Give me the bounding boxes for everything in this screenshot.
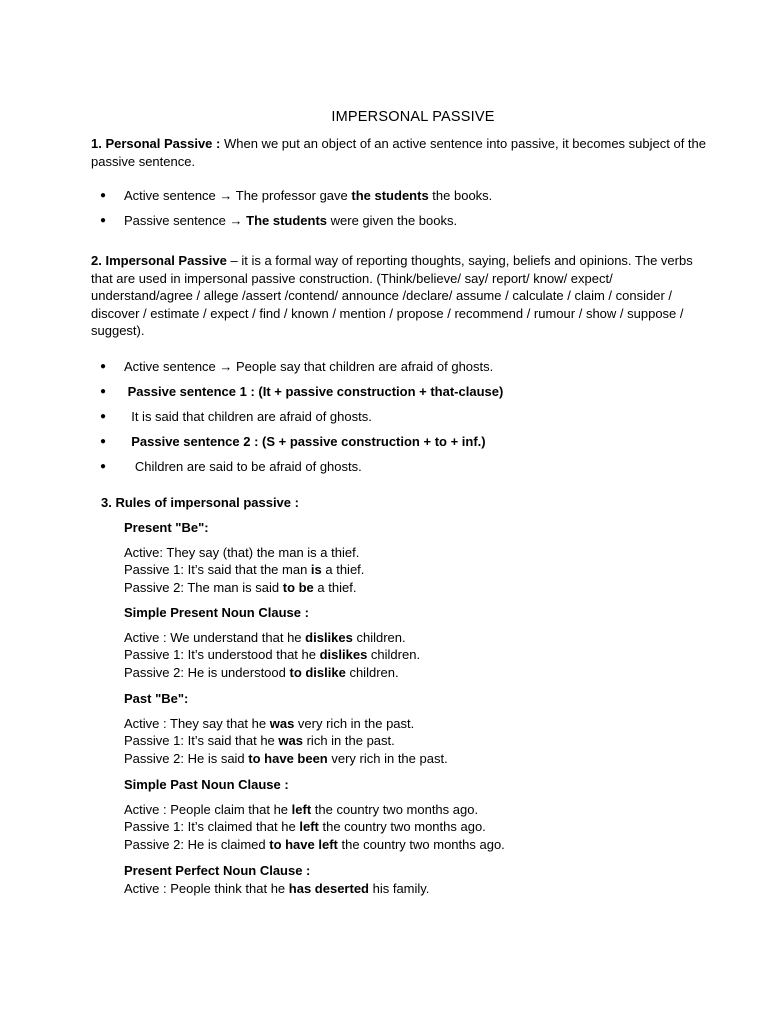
section-2-bullet-3 (100, 408, 720, 426)
bullet-dot-icon: ● (100, 386, 107, 397)
rule-past-be (124, 690, 644, 767)
bullet-text-plain: Passive sentence → (124, 213, 247, 228)
bullet-text-plain: Active sentence → The professor gave (124, 188, 352, 203)
line-bold: left (291, 801, 312, 817)
line-bold: left (299, 819, 319, 834)
rule-line (124, 646, 644, 664)
bullet-dot-icon: ● (100, 190, 107, 201)
section-2-bullet-2 (100, 383, 720, 401)
section-1-bullet-1 (100, 187, 720, 205)
bullet-text-bold: the students (351, 188, 429, 203)
line-plain: a thief. (321, 562, 365, 577)
line-plain: a thief. (313, 579, 357, 595)
line-bold: to have left (269, 836, 338, 852)
line-plain: Passive 1: It’s claimed that he (124, 819, 300, 834)
line-plain: the country two months ago. (318, 819, 486, 834)
line-bold: dislikes (305, 629, 353, 645)
section-1-label: 1. Personal Passive : (91, 136, 221, 151)
document-title: IMPERSONAL PASSIVE (331, 109, 495, 125)
section-3-heading-text: 3. Rules of impersonal passive : (101, 495, 299, 510)
bullet-dot-icon: ● (100, 411, 107, 422)
bullet-text-plain: the books. (428, 188, 493, 203)
line-plain: his family. (368, 880, 430, 896)
bullet-text-plain: Active sentence → People say that children are afraid of ghosts. (124, 359, 494, 374)
rule-line (124, 836, 644, 854)
line-plain: very rich in the past. (294, 715, 415, 731)
rule-line (124, 750, 644, 768)
rule-line (124, 880, 644, 898)
section-2-bullet-5 (100, 458, 720, 476)
line-plain: Passive 2: The man is said (124, 579, 283, 595)
rule-line (124, 715, 644, 733)
bullet-dot-icon: ● (100, 361, 107, 372)
line-bold: to be (282, 579, 314, 595)
line-plain: Passive 1: It’s said that the man (124, 562, 311, 577)
line-bold: dislikes (319, 647, 368, 662)
rule-heading: Simple Present Noun Clause : (124, 605, 309, 620)
rule-line (124, 544, 644, 562)
line-plain: Passive 1: It’s said that he (124, 733, 279, 748)
section-2-bullet-1 (100, 358, 720, 376)
bullet-text-bold: Passive sentence 2 : (S + passive construction + to + inf.) (124, 434, 486, 449)
line-bold: was (269, 715, 295, 731)
line-bold: to have been (248, 750, 328, 766)
bullet-dot-icon: ● (100, 436, 107, 447)
section-1-text: When we put an object of an active sentence into passive, it becomes subject of the passive sentence. (91, 136, 706, 169)
rule-line (124, 732, 644, 750)
line-plain: very rich in the past. (327, 750, 448, 766)
rule-heading: Present Perfect Noun Clause : (124, 863, 311, 878)
line-bold: to dislike (289, 664, 346, 680)
section-2-bullet-4 (100, 433, 720, 451)
line-plain: Active : People claim that he (124, 801, 292, 817)
rule-heading: Present "Be": (124, 520, 209, 535)
bullet-text-plain: Children are said to be afraid of ghosts. (124, 459, 362, 474)
line-bold: was (278, 733, 303, 748)
line-plain: Active : They say that he (124, 715, 270, 731)
line-plain: Passive 2: He is said (124, 750, 249, 766)
line-plain: the country two months ago. (337, 836, 505, 852)
line-plain: rich in the past. (302, 733, 395, 748)
section-2-paragraph (91, 252, 717, 340)
line-plain: children. (367, 647, 421, 662)
line-plain: Passive 2: He is understood (124, 664, 290, 680)
section-2-label: 2. Impersonal Passive (91, 253, 227, 268)
section-1-paragraph (91, 135, 717, 170)
bullet-text-plain: It is said that children are afraid of ghosts. (124, 409, 372, 424)
rule-line (124, 664, 644, 682)
bullet-text-bold: The students (246, 213, 328, 228)
rule-simple-past-noun-clause (124, 776, 644, 853)
section-2-text: – it is a formal way of reporting thoughts, saying, beliefs and opinions. The verbs that are used in impersonal passive construction. (Think/believe/ say/ report/ know/ expect/ understand/agree / allege /assert /contend/ announce /declare/ assume / calculate / claim / consider / discover / estimate / expect / find / known / mention / propose / recommend / rumour / show / suppose / suggest). (91, 253, 693, 338)
rule-heading: Past "Be": (124, 691, 189, 706)
line-plain: Passive 2: He is claimed (124, 836, 270, 852)
line-plain: children. (345, 664, 399, 680)
rule-line (124, 801, 644, 819)
rule-present-perfect-noun-clause (124, 862, 644, 897)
rule-line (124, 579, 644, 597)
rule-heading: Simple Past Noun Clause : (124, 777, 289, 792)
line-plain: the country two months ago. (311, 801, 479, 817)
line-plain: children. (352, 629, 406, 645)
line-bold: has deserted (288, 880, 369, 896)
rule-line (124, 629, 644, 647)
bullet-dot-icon: ● (100, 215, 107, 226)
line-plain: Active : We understand that he (124, 629, 306, 645)
bullet-text-bold: Passive sentence 1 : (It + passive construction + that-clause) (124, 384, 504, 399)
rule-line (124, 818, 644, 836)
section-1-bullet-2 (100, 212, 720, 230)
rule-present-be (124, 519, 644, 596)
line-bold: is (310, 562, 322, 577)
bullet-text-plain: were given the books. (327, 213, 458, 228)
section-3-heading (101, 494, 727, 512)
line-plain: Passive 1: It’s understood that he (124, 647, 320, 662)
line-plain: Active : People think that he (124, 880, 289, 896)
bullet-dot-icon: ● (100, 461, 107, 472)
rule-line (124, 561, 644, 579)
rule-simple-present-noun-clause (124, 604, 644, 681)
line-plain: Active: They say (that) the man is a thief. (124, 544, 360, 560)
